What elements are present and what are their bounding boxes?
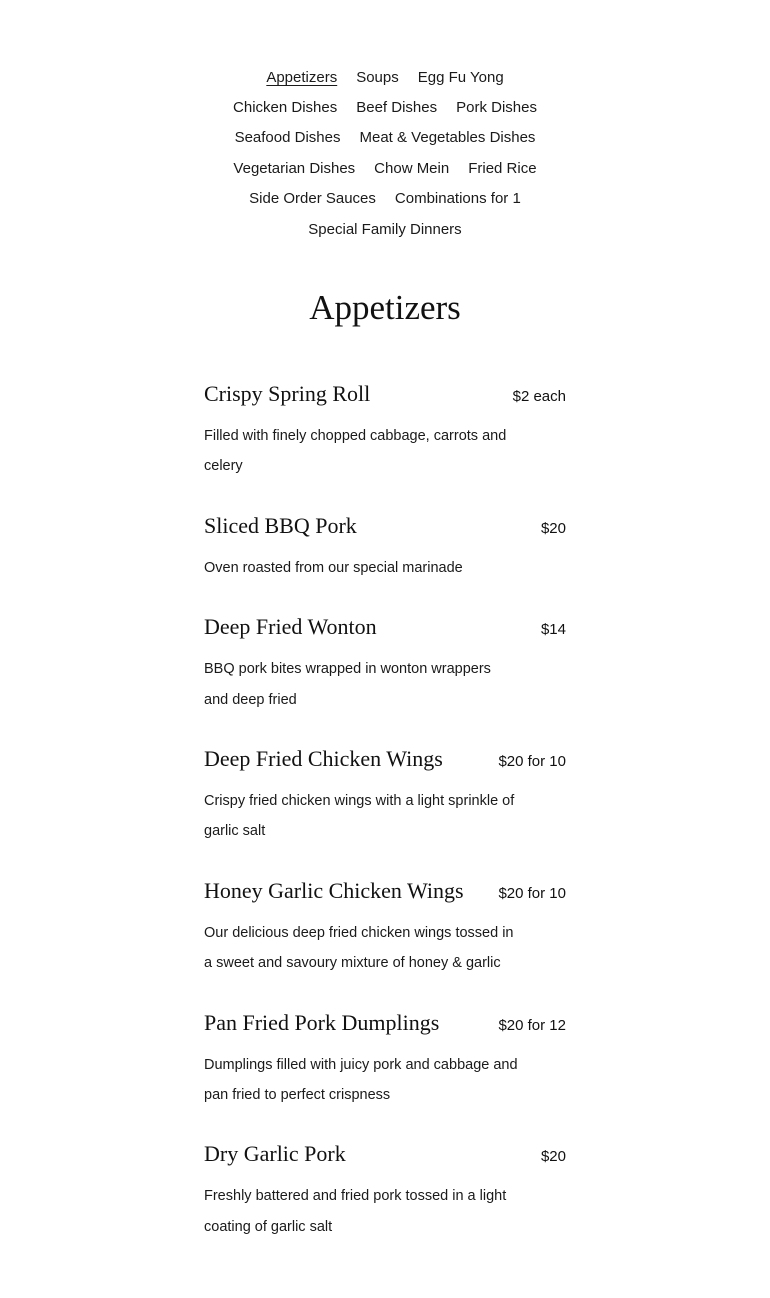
nav-row — [0, 214, 770, 244]
nav-link-egg-fu-yong[interactable]: Egg Fu Yong — [417, 68, 504, 86]
nav-link-chicken-dishes[interactable]: Chicken Dishes — [233, 99, 338, 117]
menu-item-name: Dry Garlic Pork — [204, 1141, 346, 1167]
menu-item-name: Deep Fried Wonton — [204, 614, 377, 640]
menu-item-name: Deep Fried Chicken Wings — [204, 746, 443, 772]
menu-item-name: Honey Garlic Chicken Wings — [204, 877, 464, 903]
menu-item-name: Sliced BBQ Pork — [204, 512, 357, 538]
nav-link-seafood-dishes[interactable]: Seafood Dishes — [234, 129, 341, 147]
menu-list — [204, 381, 566, 1273]
nav-link-meat-and-vegetables-dishes[interactable]: Meat & Vegetables Dishes — [359, 129, 536, 147]
nav-link-soups[interactable]: Soups — [356, 68, 399, 86]
menu-item-header — [204, 614, 566, 648]
nav-row — [0, 92, 770, 122]
menu-item-description: Filled with finely chopped cabbage, carrots and celery — [204, 428, 507, 475]
nav-link-vegetarian-dishes[interactable]: Vegetarian Dishes — [233, 159, 356, 177]
menu-item-header — [204, 513, 566, 547]
menu-item-name: Pan Fried Pork Dumplings — [204, 1009, 440, 1035]
menu-item-description: Dumplings filled with juicy pork and cabbage and pan fried to perfect crispness — [204, 1056, 518, 1104]
menu-item — [204, 878, 566, 979]
nav-link-combinations-for-1[interactable]: Combinations for 1 — [394, 190, 521, 208]
menu-item-price: $20 for 12 — [498, 1016, 566, 1034]
menu-item-price: $14 — [540, 621, 566, 639]
menu-item-description: BBQ pork bites wrapped in wonton wrappers and deep fried — [204, 661, 491, 708]
menu-item — [204, 1141, 566, 1242]
nav-link-appetizers[interactable]: Appetizers — [266, 68, 338, 86]
menu-item-description: Freshly battered and fried pork tossed in a light coating of garlic salt — [204, 1188, 507, 1235]
section-title: Appetizers — [309, 288, 461, 327]
menu-item-header — [204, 381, 566, 415]
menu-item-price: $2 each — [512, 388, 566, 405]
category-nav — [0, 62, 770, 244]
menu-item-header — [204, 878, 566, 912]
menu-item-description: Crispy fried chicken wings with a light sprinkle of garlic salt — [204, 793, 515, 840]
menu-item-header — [204, 1141, 566, 1175]
menu-item-price: $20 for 10 — [498, 884, 566, 902]
menu-item — [204, 513, 566, 583]
nav-link-pork-dishes[interactable]: Pork Dishes — [456, 99, 537, 117]
menu-item-description: Our delicious deep fried chicken wings tossed in a sweet and savoury mixture of honey & garlic — [204, 924, 514, 972]
menu-item-header — [204, 746, 566, 780]
menu-item-price: $20 — [540, 1148, 566, 1166]
menu-item-name: Crispy Spring Roll — [204, 381, 371, 406]
menu-item-price: $20 — [540, 519, 566, 537]
menu-item-description: Oven roasted from our special marinade — [204, 559, 463, 576]
nav-link-chow-mein[interactable]: Chow Mein — [374, 159, 450, 177]
nav-row — [0, 153, 770, 183]
nav-row — [0, 184, 770, 214]
menu-item — [204, 614, 566, 715]
nav-link-side-order-sauces[interactable]: Side Order Sauces — [249, 190, 376, 208]
menu-item — [204, 381, 566, 482]
nav-link-fried-rice[interactable]: Fried Rice — [468, 159, 537, 177]
nav-row — [0, 62, 770, 92]
menu-item — [204, 1010, 566, 1111]
nav-link-beef-dishes[interactable]: Beef Dishes — [356, 99, 438, 117]
menu-item-price: $20 for 10 — [498, 753, 566, 771]
menu-item-header — [204, 1010, 566, 1044]
menu-item — [204, 746, 566, 847]
nav-link-special-family-dinners[interactable]: Special Family Dinners — [308, 220, 462, 238]
nav-row — [0, 123, 770, 153]
